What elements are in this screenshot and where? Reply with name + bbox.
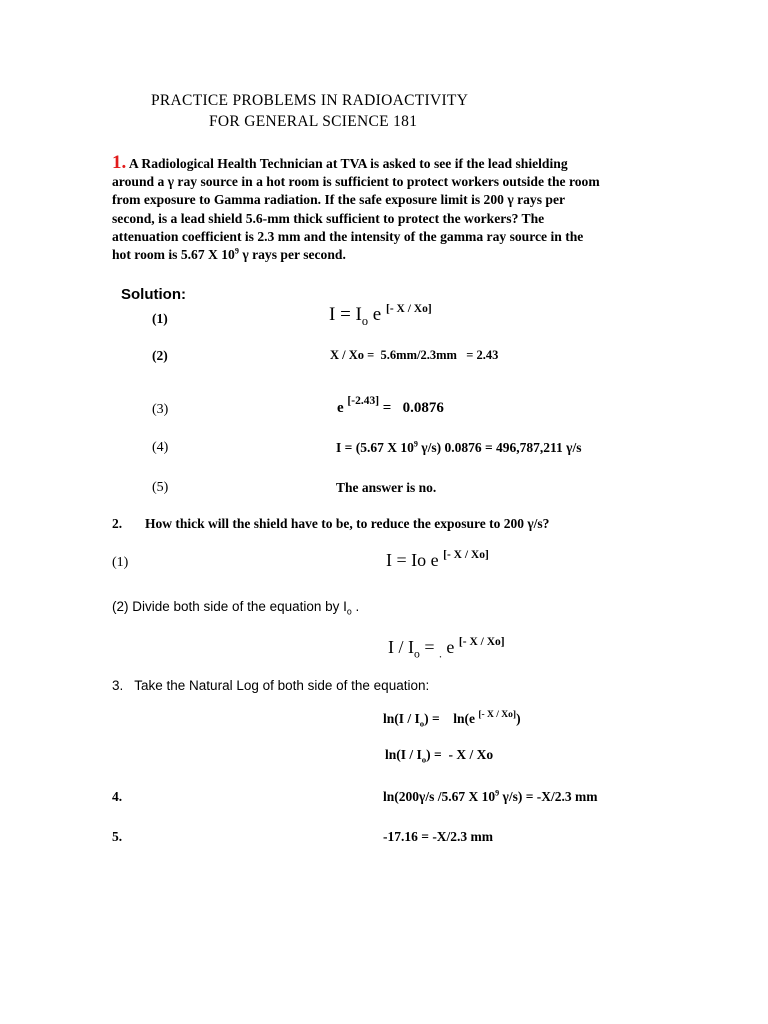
problem-2-step-2-text: (2) Divide both side of the equation by $I_o$ .: [112, 599, 360, 617]
step-1-equation: $I = I_o$ e [- X / Xo]: [329, 303, 432, 328]
solution-heading: Solution:: [121, 286, 186, 303]
step-5-number: 5.: [112, 829, 123, 844]
problem-1-line-2: around a γ ray source in a hot room is sufficient to protect workers outside the room: [112, 174, 600, 190]
problem-2-step-1-label: (1): [112, 555, 129, 570]
problem-2-question: How thick will the shield have to be, to reduce the exposure to 200 γ/s?: [145, 516, 550, 531]
step-1-label: (1): [152, 311, 168, 326]
problem-3-text: 3. Take the Natural Log of both side of the equation:: [112, 678, 430, 693]
problem-3-equation-2: $\ln(I / I_o)$ = - X / Xo: [385, 747, 494, 765]
title-line-2: FOR GENERAL SCIENCE 181: [209, 113, 418, 130]
step-5-result-equation: -17.16 = -X/2.3 mm: [383, 829, 494, 844]
problem-2-step-2-equation: $I / I_o = _.$ e [- X / Xo]: [388, 636, 505, 661]
problem-1-line-4: second, is a lead shield 5.6-mm thick sufficient to protect the workers? The: [112, 210, 545, 226]
problem-1-paragraph: [112, 154, 652, 264]
problem-1-line-3: from exposure to Gamma radiation. If the safe exposure limit is 200 γ rays per: [112, 192, 566, 208]
step-4-label: (4): [152, 440, 169, 455]
problem-1-line-1: 1. A Radiological Health Technician at TVA is asked to see if the lead shielding: [112, 152, 568, 173]
problem-3-equation-1: $\ln(I / I_o)$ = ln(e [- X / Xo]): [383, 710, 521, 729]
step-2-equation: X / Xo = 5.6mm/2.3mm = 2.43: [330, 348, 499, 362]
step-4-equation: I = (5.67 X $10^9$ γ/s) 0.0876 = 496,787,211 γ/s: [336, 439, 582, 455]
title-line-1: PRACTICE PROBLEMS IN RADIOACTIVITY: [151, 92, 469, 109]
problem-1-line-6: hot room is 5.67 X $10^9$ γ rays per second.: [112, 246, 346, 263]
step-4-log-equation: ln(200γ/s /5.67 X $10^9$ γ/s) = -X/2.3 mm: [383, 788, 598, 804]
step-3-label: (3): [152, 402, 169, 417]
step-3-equation: e [-2.43] = 0.0876: [337, 395, 444, 416]
problem-2-step-1-equation: I = Io e [- X / Xo]: [386, 549, 489, 570]
step-2-label: (2): [152, 348, 168, 363]
problem-1-number: 1.: [112, 152, 127, 173]
step-5-answer: The answer is no.: [336, 480, 437, 495]
problem-2-number: 2.: [112, 516, 123, 531]
step-4-number: 4.: [112, 789, 123, 804]
problem-1-line-5: attenuation coefficient is 2.3 mm and the intensity of the gamma ray source in the: [112, 228, 584, 244]
step-5-label: (5): [152, 480, 169, 495]
